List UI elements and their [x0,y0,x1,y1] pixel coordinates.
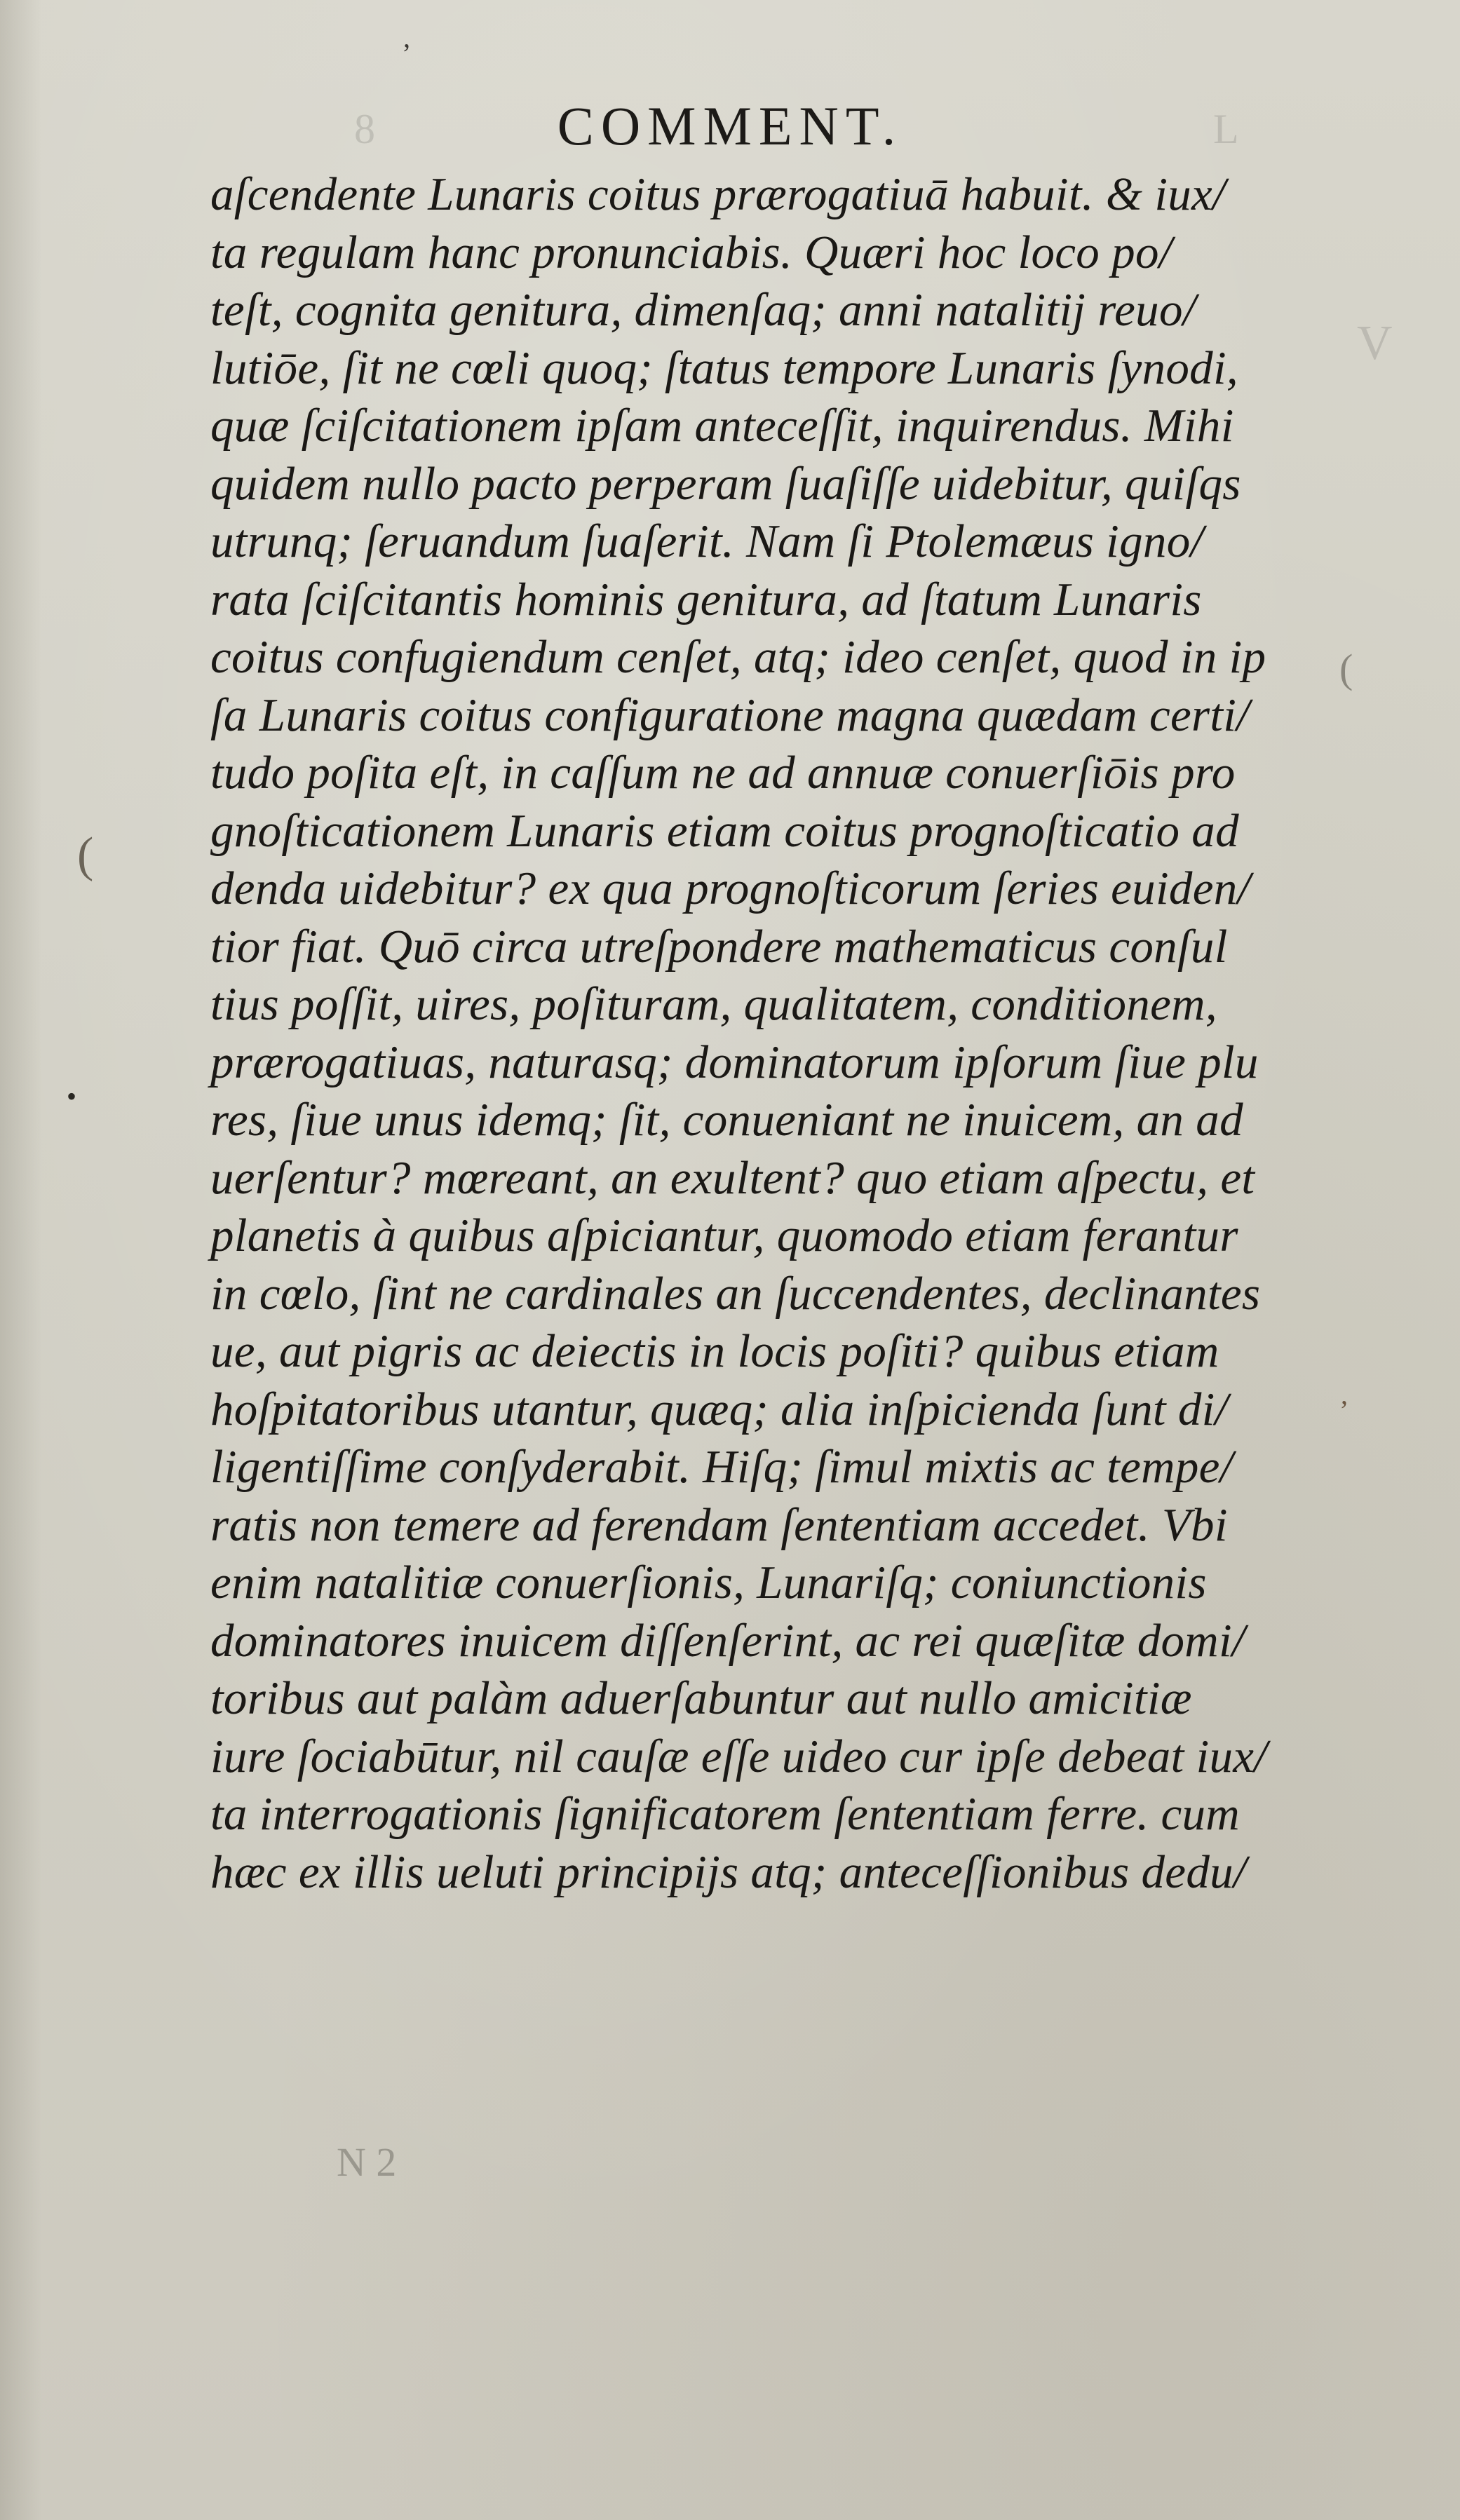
text-line: quæ ſciſcitationem ipſam anteceſſit, inquirendus. Mihi [210,400,1234,452]
text-line: tius poſſit, uires, poſituram, qualitatem, conditionem, [210,978,1217,1030]
text-line: ta regulam hanc pronunciabis. Quæri hoc loco po/ [210,226,1172,278]
text-line: aſcendente Lunaris coitus prærogatiuā habuit. & iux/ [210,168,1226,220]
text-line: utrunq; ſeruandum ſuaſerit. Nam ſi Ptolemæus igno/ [210,515,1204,567]
text-line: dominatores inuicem diſſenſerint, ac rei quæſitæ domi/ [210,1614,1245,1667]
text-line: ta interrogationis ſignificatorem ſententiam ferre. cum [210,1788,1240,1840]
text-line: res, ſiue unus idemq; ſit, conueniant ne inuicem, an ad [210,1094,1243,1146]
text-line: ue, aut pigris ac deiectis in locis poſiti? quibus etiam [210,1325,1219,1377]
text-line: tudo poſita eſt, in caſſum ne ad annuæ conuerſiōis pro [210,747,1236,799]
show-through-mark: 8 [354,106,375,152]
text-line: ligentiſſime conſyderabit. Hiſq; ſimul mixtis ac tempe/ [210,1441,1233,1493]
text-line: iure ſociabūtur, nil cauſæ eſſe uideo cur ipſe debeat iux/ [210,1730,1268,1782]
text-line: toribus aut palàm aduerſabuntur aut nullo amicitiæ [210,1672,1192,1724]
margin-mark: , [1341,1378,1348,1410]
text-line: tior fiat. Quō circa utreſpondere mathematicus conſul [210,920,1228,973]
show-through-mark: L [1213,106,1239,152]
text-line: coitus confugiendum cenſet, atq; ideo cenſet, quod in ip [210,631,1266,683]
text-line: ratis non temere ad ferendam ſententiam accedet. Vbi [210,1498,1228,1551]
text-line: in cœlo, ſint ne cardinales an ſuccendentes, declinantes [210,1267,1261,1320]
text-line: hoſpitatoribus utantur, quæq; alia inſpicienda ſunt di/ [210,1383,1229,1435]
text-line: uerſentur? mœreant, an exultent? quo etiam aſpectu, et [210,1151,1255,1204]
margin-mark: • [67,1081,77,1112]
text-line: rata ſciſcitantis hominis genitura, ad ſtatum Lunaris [210,573,1202,625]
text-line: ſa Lunaris coitus configuratione magna quædam certi/ [210,689,1250,741]
text-line: enim natalitiæ conuerſionis, Lunariſq; coniunctionis [210,1557,1207,1608]
text-line: denda uidebitur? ex qua prognoſticorum ſeries euiden/ [210,862,1251,914]
show-through-mark: V [1357,316,1393,370]
margin-mark: ( [77,828,94,882]
page-edge-shadow [0,0,42,2520]
text-line: planetis à quibus aſpiciantur, quomodo etiam ferantur [210,1210,1238,1261]
text-line: prærogatiuas, naturasq; dominatorum ipſorum ſiue plu [210,1036,1259,1088]
margin-mark: ( [1339,646,1353,691]
page-header: COMMENT. [557,95,903,156]
text-line: hæc ex illis ueluti principijs atq; anteceſſionibus dedu/ [210,1845,1247,1898]
margin-mark: , [403,22,410,53]
signature-mark: N 2 [337,2139,397,2185]
text-line: gnoſticationem Lunaris etiam coitus prognoſticatio ad [210,804,1239,857]
text-line: teſt, cognita genitura, dimenſaq; anni natalitij reuo/ [210,284,1196,336]
text-line: quidem nullo pacto perperam ſuaſiſſe uidebitur, quiſqs [210,457,1241,510]
text-line: lutiōe, ſit ne cœli quoq; ſtatus tempore Lunaris ſynodi, [210,341,1238,394]
body-text [210,165,1346,1901]
